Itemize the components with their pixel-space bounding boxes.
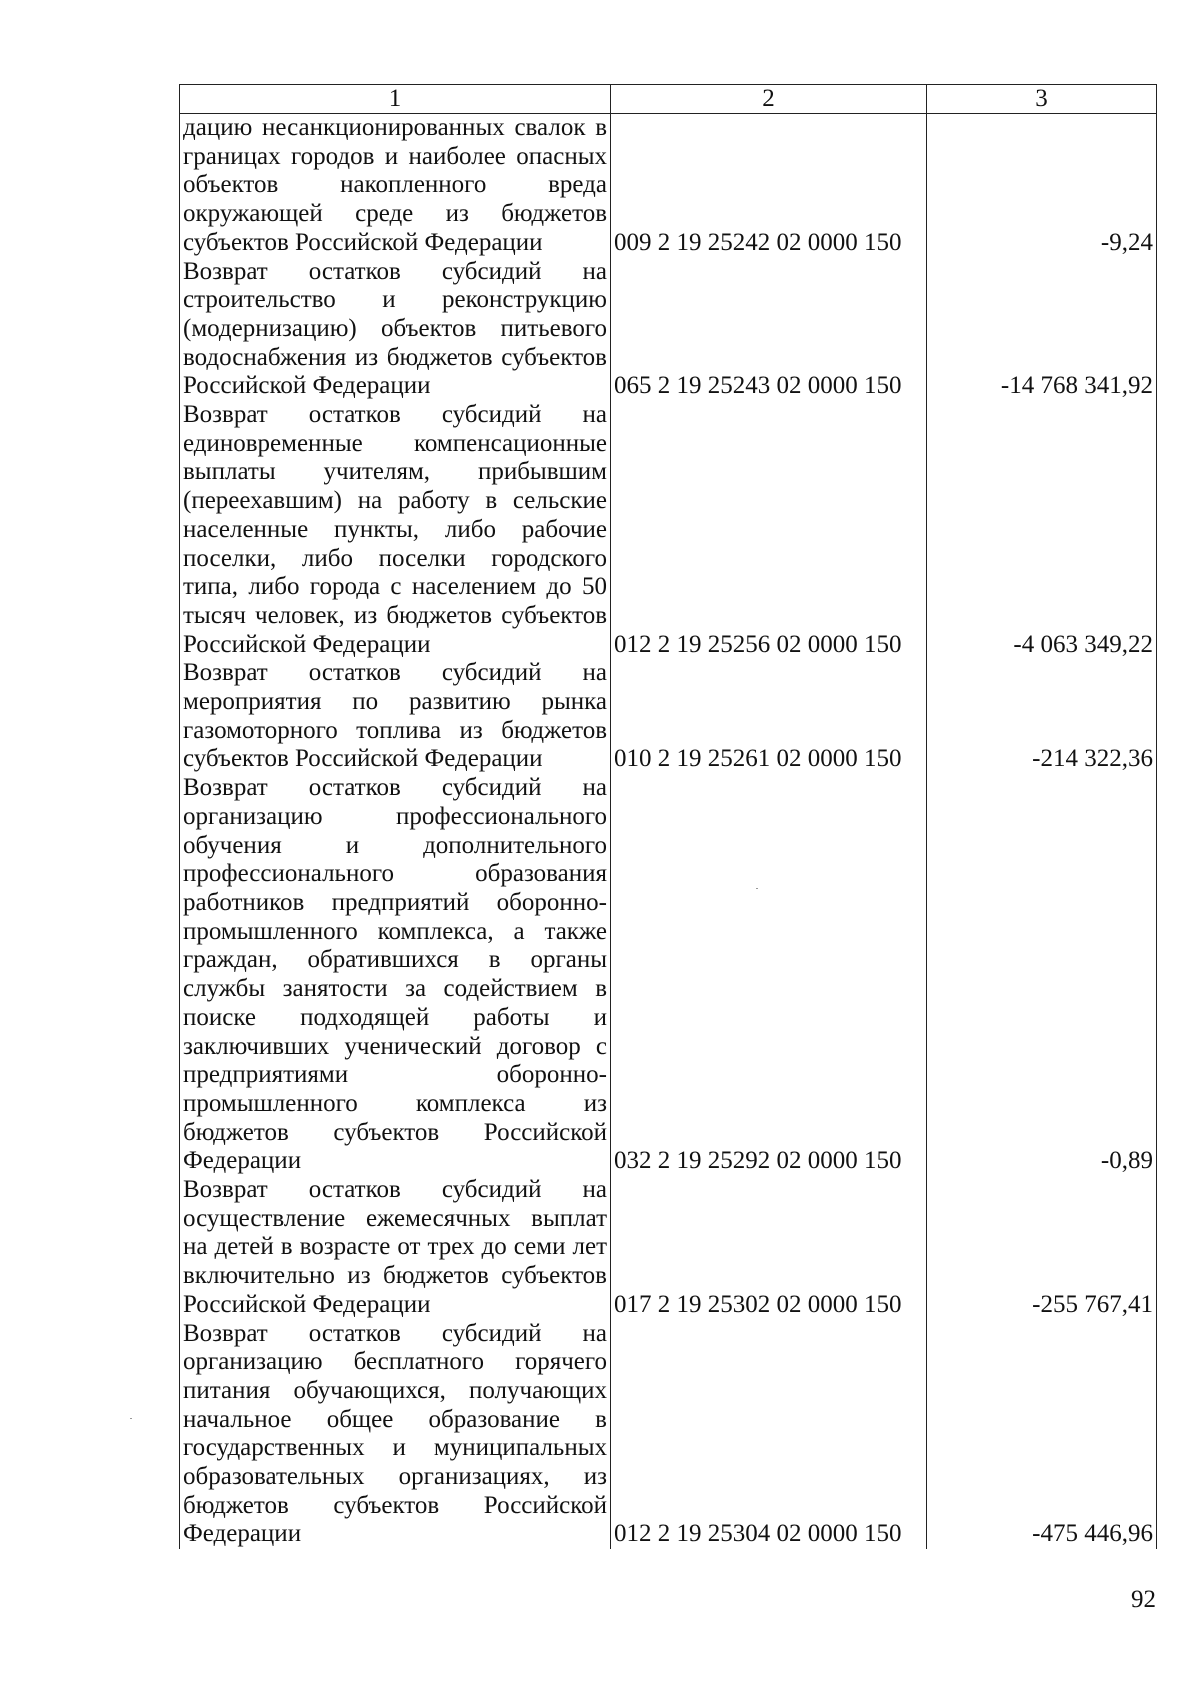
row-code: 017 2 19 25302 02 0000 150 xyxy=(611,1176,927,1320)
row-amount: -9,24 xyxy=(927,114,1157,258)
table-row xyxy=(180,774,1157,1176)
row-amount: -475 446,96 xyxy=(927,1320,1157,1550)
scan-speck xyxy=(756,888,758,889)
column-header-1: 1 xyxy=(180,85,611,114)
row-name: Возврат остатков субсидий на мероприятия по развитию рынка газомоторного топлива из бюджетов субъектов Российской Федерации xyxy=(180,659,611,774)
row-name: Возврат остатков субсидий на строительство и реконструкцию (модернизацию) объектов питьевого водоснабжения из бюджетов субъектов Российской Федерации xyxy=(180,258,611,402)
row-code: 032 2 19 25292 02 0000 150 xyxy=(611,774,927,1176)
row-code: 065 2 19 25243 02 0000 150 xyxy=(611,258,927,402)
row-code: 012 2 19 25256 02 0000 150 xyxy=(611,401,927,659)
row-code: 010 2 19 25261 02 0000 150 xyxy=(611,659,927,774)
table-row xyxy=(180,1320,1157,1550)
row-name: Возврат остатков субсидий на организацию профессионального обучения и дополнительного профессионального образования работников предприятий оборонно-промышленного комплекса, а также граждан, обратившихся в органы службы занятости за содействием в поиске подходящей работы и заключивших ученический договор с предприятиями оборонно-промышленного комплекса из бюджетов субъектов Российской Федерации xyxy=(180,774,611,1176)
column-header-3: 3 xyxy=(927,85,1157,114)
table-row xyxy=(180,659,1157,774)
column-header-2: 2 xyxy=(611,85,927,114)
budget-table xyxy=(179,84,1157,1549)
row-name: дацию несанкционированных свалок в границах городов и наиболее опасных объектов накопленного вреда окружающей среде из бюджетов субъектов Российской Федерации xyxy=(180,114,611,258)
row-amount: -214 322,36 xyxy=(927,659,1157,774)
row-amount: -4 063 349,22 xyxy=(927,401,1157,659)
table-header-row xyxy=(180,85,1157,114)
table-row xyxy=(180,1176,1157,1320)
row-amount: -255 767,41 xyxy=(927,1176,1157,1320)
table-row xyxy=(180,401,1157,659)
row-code: 012 2 19 25304 02 0000 150 xyxy=(611,1320,927,1550)
table-row xyxy=(180,114,1157,258)
row-code: 009 2 19 25242 02 0000 150 xyxy=(611,114,927,258)
row-amount: -14 768 341,92 xyxy=(927,258,1157,402)
row-amount: -0,89 xyxy=(927,774,1157,1176)
row-name: Возврат остатков субсидий на организацию бесплатного горячего питания обучающихся, получающих начальное общее образование в государственных и муниципальных образовательных организациях, из бюджетов субъектов Российской Федерации xyxy=(180,1320,611,1550)
row-name: Возврат остатков субсидий на осуществление ежемесячных выплат на детей в возрасте от трех до семи лет включительно из бюджетов субъектов Российской Федерации xyxy=(180,1176,611,1320)
table-row xyxy=(180,258,1157,402)
row-name: Возврат остатков субсидий на единовременные компенсационные выплаты учителям, прибывшим (переехавшим) на работу в сельские населенные пункты, либо рабочие поселки, либо поселки городского типа, либо города с населением до 50 тысяч человек, из бюджетов субъектов Российской Федерации xyxy=(180,401,611,659)
scan-speck xyxy=(130,1418,132,1419)
page-number: 92 xyxy=(1131,1586,1156,1613)
